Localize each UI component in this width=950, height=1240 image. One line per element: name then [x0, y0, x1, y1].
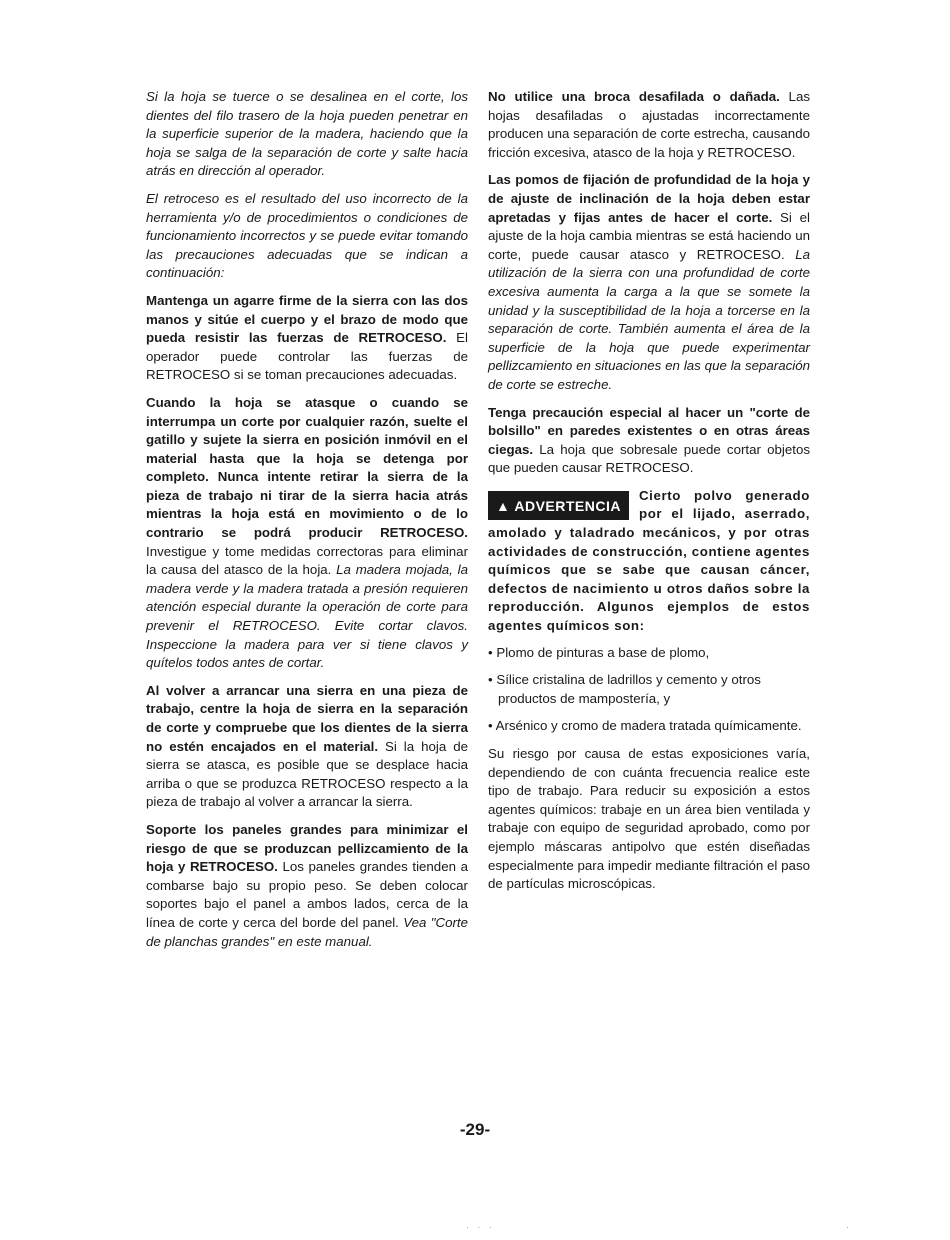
list-item: • Arsénico y cromo de madera tratada químicamente. [488, 718, 802, 734]
kickback-description: Si la hoja se tuerce o se desalinea en el corte, los dientes del filo trasero de la hoja pueden penetrar en la superficie superior de la madera, haciendo que la hoja se salga de la separación de corte y salte hacia atrás en dirección al operador. [146, 89, 468, 179]
grip-paragraph: Mantenga un agarre firme de la sierra con las dos manos y sitúe el cuerpo y el brazo de modo que pueda resistir las fuerzas de RETROCESO. El operador puede controlar las fuerzas de RETROCESO si se toman precauciones adecuadas. [146, 292, 468, 383]
restart-paragraph: Al volver a arrancar una sierra en una pieza de trabajo, centre la hoja de sierra en la separación de corte y compruebe que los dientes de la sierra no estén encajados en el material. Si la hoja de sierra se atasca, es posible que se desplace hacia arriba o que se produzca RETROCESO respecto a la pieza de trabajo al volver a arrancar la sierra. [146, 682, 468, 810]
chemicals-list [488, 644, 810, 736]
scan-mark: · [846, 1222, 849, 1232]
kickback-cause: El retroceso es el resultado del uso incorrecto de la herramienta y/o de procedimientos o condiciones de funcionamiento incorrectos y se puede evitar tomando las precauciones adecuadas que se indican a continuación: [146, 190, 468, 281]
right-column [488, 88, 810, 903]
depth-knobs-paragraph: Las pomos de fijación de profundidad de la hoja y de ajuste de inclinación de la hoja deben estar apretadas y fijas antes de hacer el corte. Si el ajuste de la hoja cambia mientras se está haciendo un corte, puede causar atasco y RETROCESO. La utilización de la sierra con una profundidad de corte excesiva aumenta la carga a la que se somete la unidad y la susceptibilidad de la hoja a torcerse en la separación de corte. También aumenta el área de la superficie de la hoja que puede experimentar pellizcamiento en situaciones en las que la separación de corte se estreche. [488, 172, 811, 392]
blade-bind-paragraph: Cuando la hoja se atasque o cuando se interrumpa un corte por cualquier razón, suelte el gatillo y sujete la sierra en posición inmóvil en el material hasta que la hoja se detenga por completo. Nunca intente retirar la sierra de la pieza de trabajo ni tirar de la sierra hacia atrás mientras la hoja está en movimiento o de lo contrario se podrá producir RETROCESO. Investigue y tome medidas correctoras para eliminar la causa del atasco de la hoja. La madera mojada, la madera verde y la madera tratada a presión requieren atención especial durante la operación de corte para prevenir el RETROCESO. Evite cortar clavos. Inspeccione la madera para ver si tiene clavos y quítelos todos antes de cortar. [146, 394, 468, 671]
warning-block [488, 487, 810, 636]
pocket-cut-paragraph: Tenga precaución especial al hacer un "corte de bolsillo" en paredes existentes o en otras áreas ciegas. La hoja que sobresale puede cortar objetos que pueden causar RETROCESO. [488, 404, 810, 476]
large-panels-paragraph: Soporte los paneles grandes para minimizar el riesgo de que se produzcan pellizcamiento de la hoja y RETROCESO. Los paneles grandes tienden a combarse bajo su propio peso. Se deben colocar soportes bajo el panel a ambos lados, cerca de la línea de corte y cerca del borde del panel. Vea "Corte de planchas grandes" en este manual. [146, 821, 468, 949]
warning-badge: ▲ ADVERTENCIA [488, 491, 629, 520]
page-number: -29- [459, 1120, 491, 1139]
dull-blade-paragraph: No utilice una broca desafilada o dañada. Las hojas desafiladas o ajustadas incorrectamente producen una separación de corte estrecha, causando fricción excesiva, atasco de la hoja y RETROCESO. [488, 89, 810, 160]
warning-text: Cierto polvo generado por el lijado, aserrado, amolado y taladrado mecánicos, y por otras actividades de construcción, contiene agentes químicos que se sabe que causan cáncer, defectos de nacimiento u otros daños sobre la reproducción. Algunos ejemplos de estos agentes químicos son: [488, 487, 810, 634]
list-item: • Sílice cristalina de ladrillos y cemento y otros productos de mampostería, y [488, 672, 761, 706]
scan-marks: · · · [466, 1222, 495, 1232]
warning-triangle-icon: ▲ [496, 497, 511, 514]
left-column [146, 88, 468, 960]
list-item: • Plomo de pinturas a base de plomo, [488, 644, 710, 660]
exposure-paragraph: Su riesgo por causa de estas exposiciones varía, dependiendo de con cuánta frecuencia realice este tipo de trabajo. Para reducir su exposición a estos agentes químicos: trabaje en un área bien ventilada y trabaje con equipo de seguridad aprobado, como por ejemplo máscaras antipolvo que estén diseñadas especialmente para impedir mediante filtración el paso de partículas microscópicas. [488, 746, 810, 892]
